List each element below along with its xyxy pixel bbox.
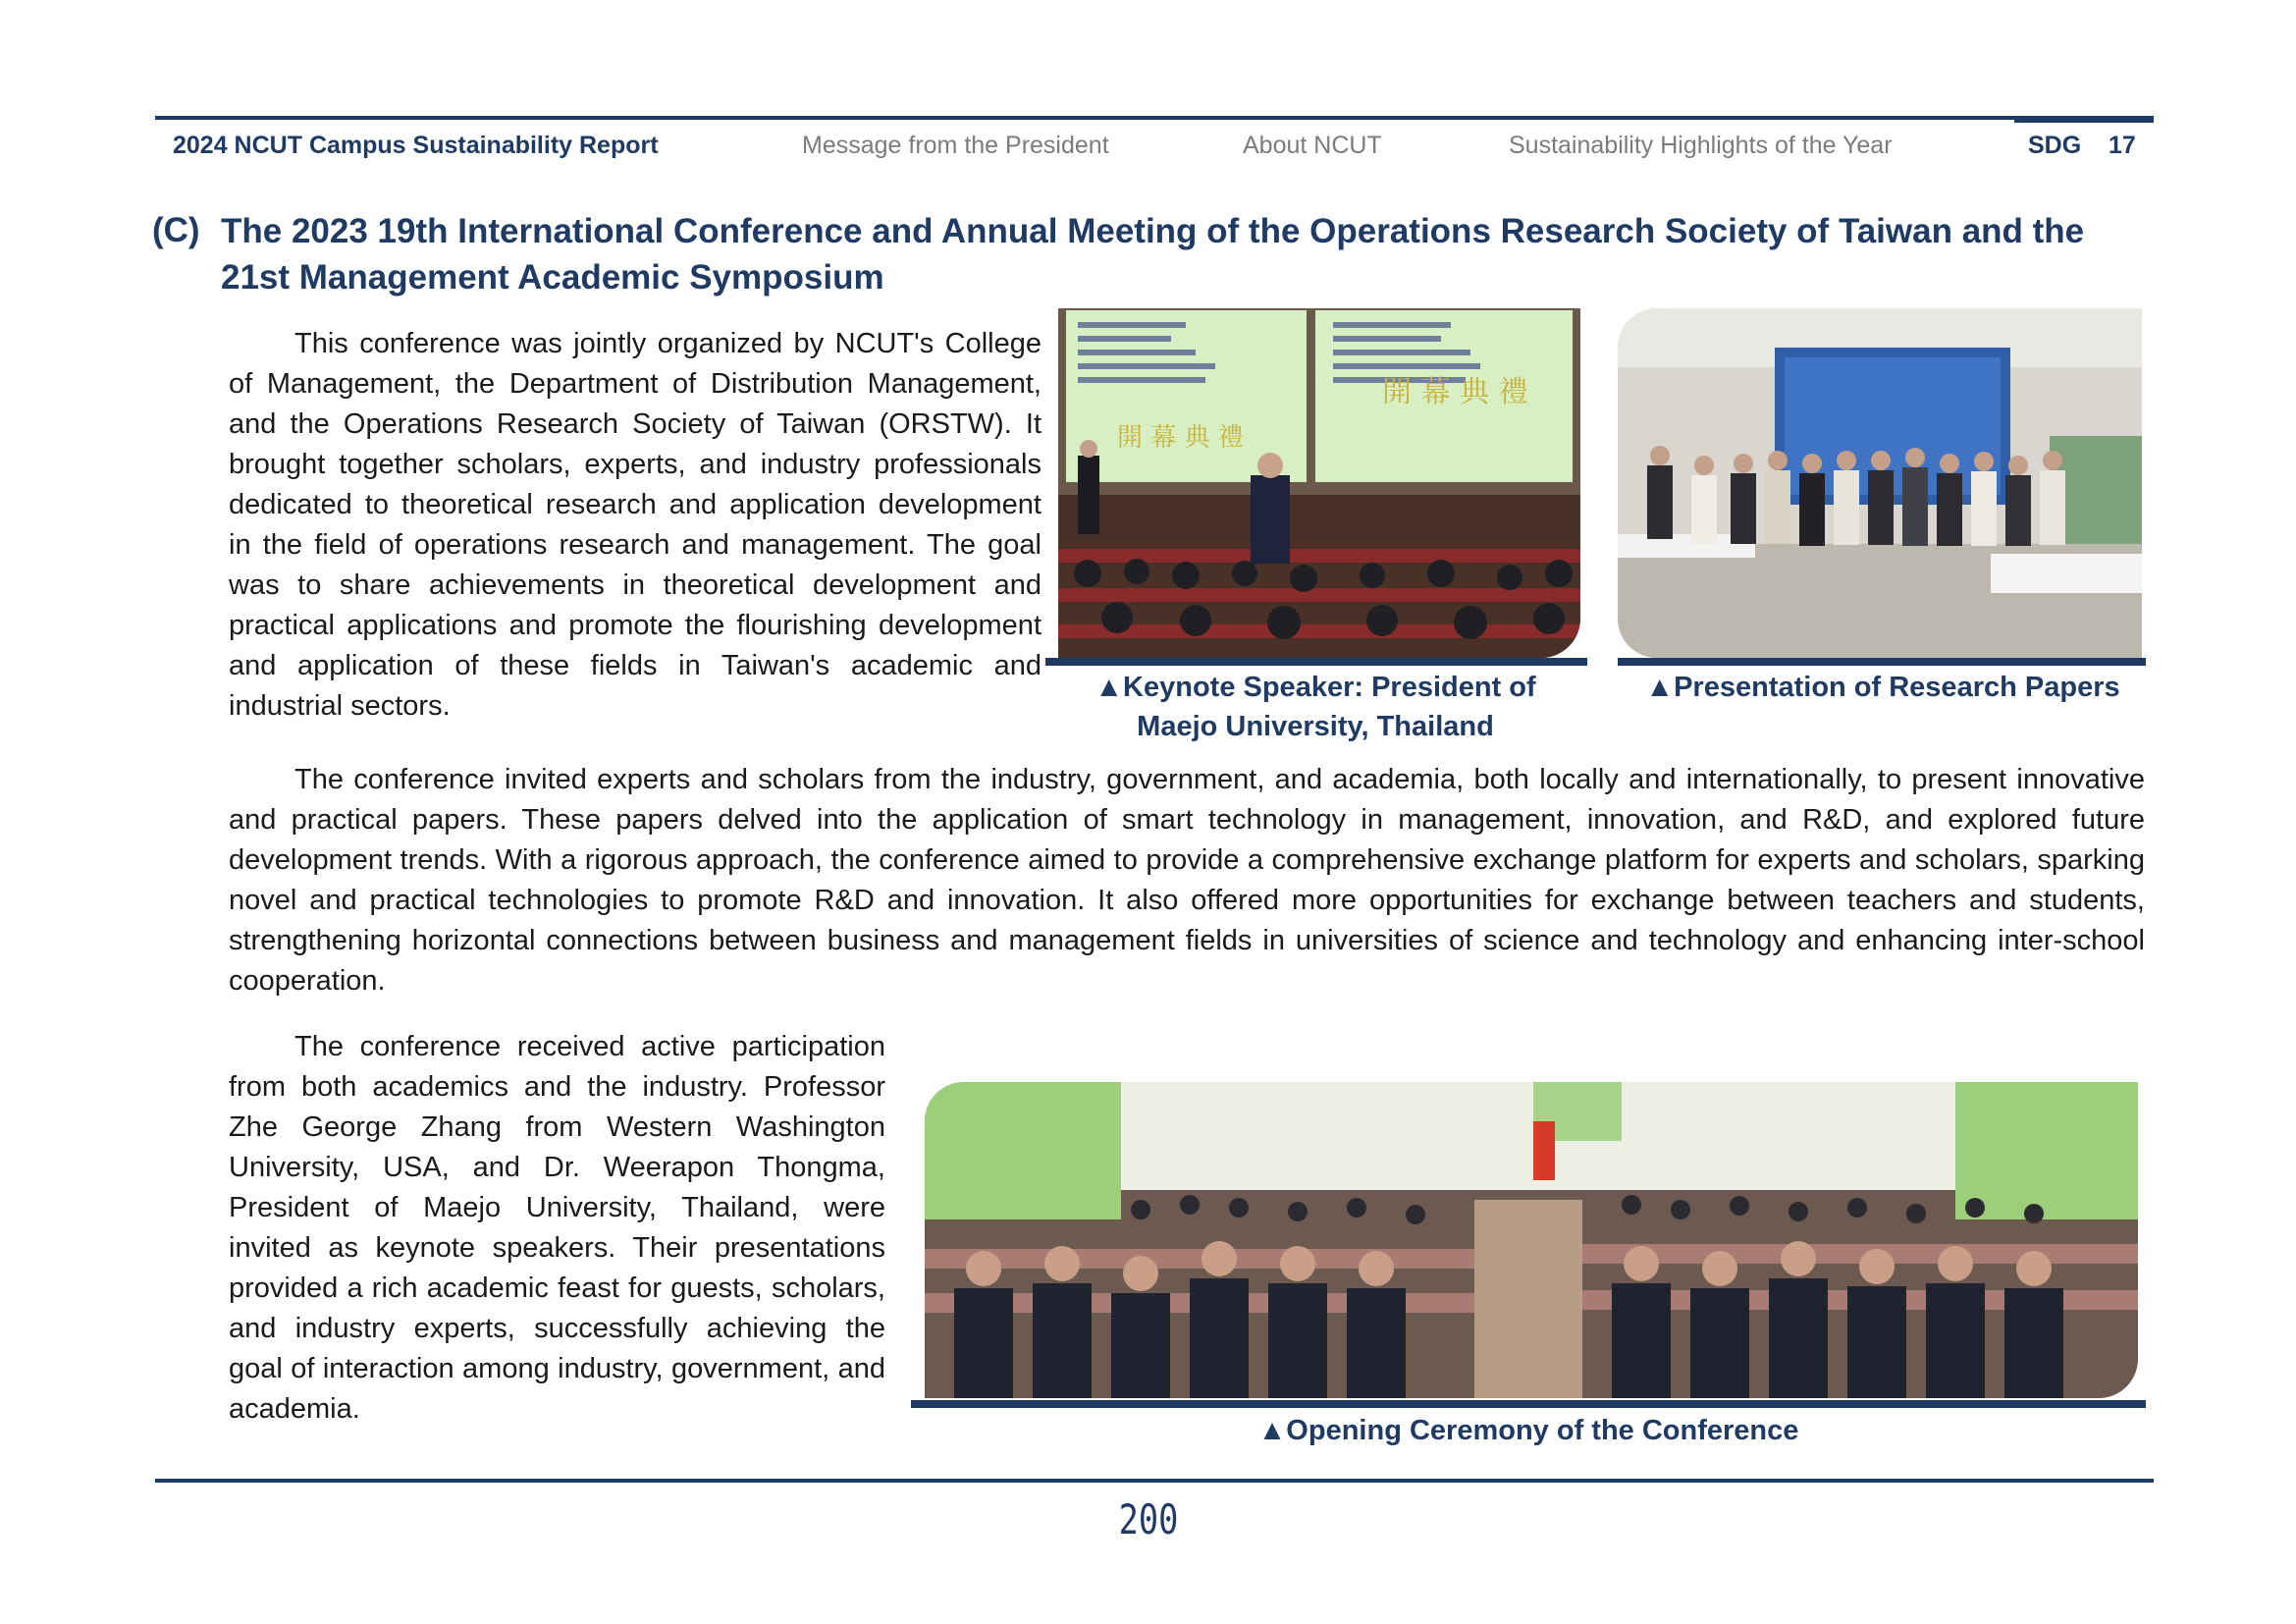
footer-rule: [155, 1479, 2154, 1483]
nav-message-from-president[interactable]: Message from the President: [802, 132, 1109, 159]
sdg-number: 17: [2109, 132, 2136, 159]
keynote-speaker-photo: [1058, 308, 1580, 658]
paragraph-intro: This conference was jointly organized by NCUT's College of Management, the Department of Distribution Management, and the Operations Research Society of Taiwan (ORSTW). It brought together scholars, experts, and industry professionals dedicated to theoretical research and application development in the field of operations research and management. The goal was to share achievements in theoretical development and practical applications and promote the flourishing development and application of these fields in Taiwan's academic and industrial sectors.: [229, 328, 1041, 722]
opening-ceremony-photo: [925, 1082, 2138, 1398]
nav-sustainability-highlights[interactable]: Sustainability Highlights of the Year: [1509, 132, 1893, 159]
caption-keynote-speaker: ▲Keynote Speaker: President of Maejo University, Thailand: [1095, 672, 1536, 742]
screen-text-right: 開 幕 典 禮: [1382, 375, 1528, 409]
section-title: The 2023 19th International Conference and Annual Meeting of the Operations Research Society of Taiwan and the 21st Management Academic Symposium: [221, 212, 2085, 297]
research-papers-photo: [1618, 308, 2142, 658]
paragraph-keynotes: The conference received active participation from both academics and the industry. Professor Zhe George Zhang from Western Washington University, USA, and Dr. Weerapon Thongma, President of Maejo University, Thailand, were invited as keynote speakers. Their presentations provided a rich academic feast for guests, scholars, and industry experts, successfully achieving the goal of interaction among industry, government, and academia.: [229, 1031, 885, 1425]
caption-research-papers: ▲Presentation of Research Papers: [1645, 672, 2120, 703]
header-rule-accent: [2014, 116, 2154, 123]
photo-underline: [911, 1400, 2146, 1408]
page-number: 200: [1118, 1495, 1179, 1543]
section-label: (C): [152, 211, 200, 249]
report-title: 2024 NCUT Campus Sustainability Report: [173, 132, 659, 159]
screen-text-left: 開 幕 典 禮: [1117, 423, 1244, 453]
paragraph-papers: The conference invited experts and scholars from the industry, government, and academia, both locally and internationally, to present innovative and practical papers. These papers delved into the application of smart technology in management, innovation, and R&D, and explored future development trends. With a rigorous approach, the conference aimed to provide a comprehensive exchange platform for experts and scholars, sparking novel and practical technologies to promote R&D and innovation. It also offered more opportunities for exchange between teachers and students, strengthening horizontal connections between business and management fields in universities of science and technology and enhancing inter-school cooperation.: [229, 764, 2145, 997]
photo-underline: [1618, 658, 2146, 666]
nav-about-ncut[interactable]: About NCUT: [1243, 132, 1382, 159]
header-rule: [155, 116, 2154, 120]
sdg-label: SDG: [2028, 132, 2082, 159]
photo-underline: [1045, 658, 1587, 666]
caption-opening-ceremony: ▲Opening Ceremony of the Conference: [1257, 1415, 1799, 1446]
